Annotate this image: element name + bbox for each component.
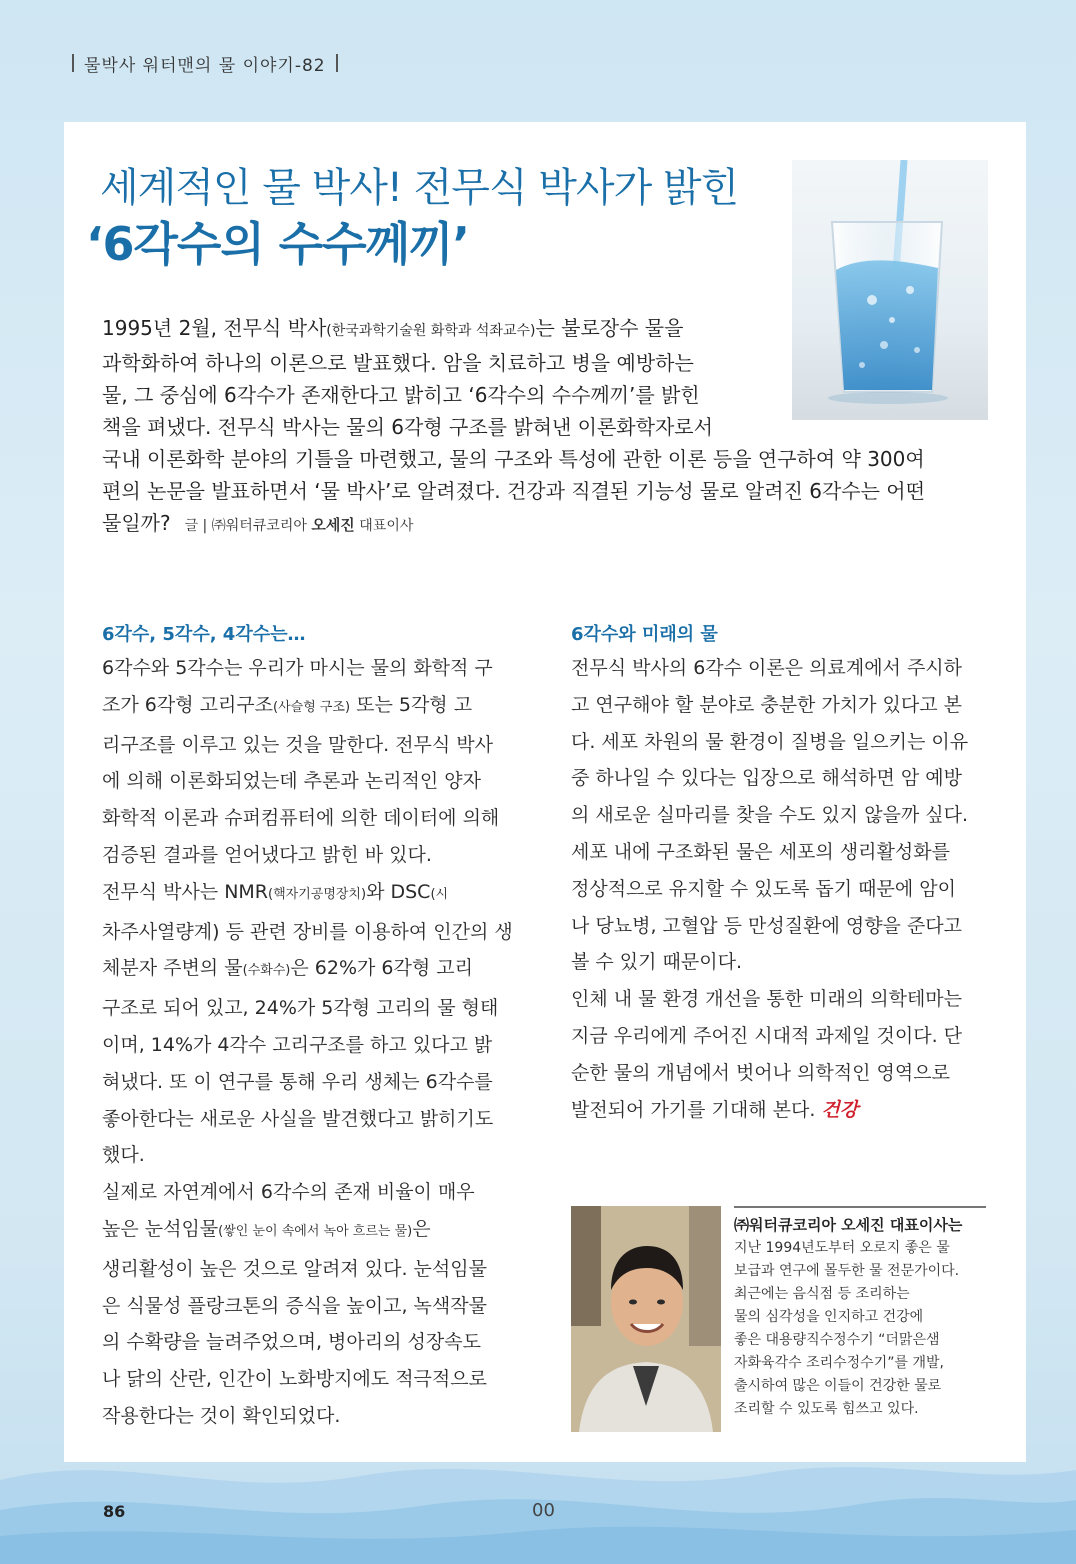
body-line: 작용한다는 것이 확인되었다. xyxy=(102,1404,341,1427)
body-line: 에 의해 이론화되었는데 추론과 논리적인 양자 xyxy=(102,770,481,793)
body-line: 전무식 박사의 6각수 이론은 의료계에서 주시하 xyxy=(571,657,963,679)
body-line: 나 당뇨병, 고혈압 등 만성질환에 영향을 준다고 xyxy=(571,914,963,937)
bio-line: 물의 심각성을 인지하고 건강에 xyxy=(734,1309,924,1325)
body-line: 좋아한다는 새로운 사실을 발견했다고 밝히기도 xyxy=(102,1107,494,1130)
intro-text: 물일까? xyxy=(102,511,171,535)
series-header xyxy=(62,50,348,76)
bio-line: 자화육각수 조리수정수기”를 개발, xyxy=(734,1355,944,1371)
credit-prefix: 글 | ㈜워터큐코리아 xyxy=(184,518,307,534)
body-line xyxy=(571,1092,991,1129)
body-text: 은 xyxy=(412,1217,431,1240)
body-line: 검증된 결과를 얻어냈다고 밝힌 바 있다. xyxy=(102,843,432,866)
body-line: 이며, 14%가 4각수 고리구조를 하고 있다고 밝 xyxy=(102,1033,493,1056)
magazine-end-mark: 건강 xyxy=(821,1098,859,1121)
intro-affiliation: (한국과학기술원 화학과 석좌교수) xyxy=(326,323,536,339)
bio-line: 지난 1994년도부터 오로지 좋은 물 xyxy=(734,1240,950,1256)
body-text: 전무식 박사는 NMR xyxy=(102,880,269,903)
credit-suffix: 대표이사 xyxy=(359,518,414,534)
intro-line xyxy=(102,507,972,542)
bio-line: 출시하여 많은 이들이 건강한 물로 xyxy=(734,1378,942,1394)
body-note: (핵자기공명장치) xyxy=(268,886,367,902)
body-text: 체분자 주변의 물 xyxy=(102,957,243,980)
body-line: 6각수와 5각수는 우리가 마시는 물의 화학적 구 xyxy=(102,657,493,679)
body-text: 또는 5각형 고 xyxy=(350,693,473,716)
right-column xyxy=(571,620,991,1128)
header-divider-right xyxy=(336,54,338,72)
body-text: 조가 6각형 고리구조 xyxy=(102,693,273,716)
title-line-2: ‘6각수의 수수께끼’ xyxy=(86,217,470,271)
center-mark: 00 xyxy=(532,1500,555,1521)
body-line: 나 닭의 산란, 인간이 노화방지에도 적극적으로 xyxy=(102,1368,487,1391)
intro-line: 책을 펴냈다. 전무식 박사는 물의 6각형 구조를 밝혀낸 이론화학자로서 xyxy=(102,415,713,439)
body-line: 순한 물의 개념에서 벗어나 의학적인 영역으로 xyxy=(571,1061,950,1084)
intro-text: 는 불로장수 물을 xyxy=(535,316,684,340)
body-line: 리구조를 이루고 있는 것을 말한다. 전무식 박사 xyxy=(102,733,494,756)
body-note: (시 xyxy=(430,886,449,902)
body-text: 높은 눈석임물 xyxy=(102,1217,219,1240)
intro-text: 1995년 2월, 전무식 박사 xyxy=(102,316,327,340)
body-line: 차주사열량계) 등 관련 장비를 이용하여 인간의 생 xyxy=(102,920,513,943)
body-line: 실제로 자연계에서 6각수의 존재 비율이 매우 xyxy=(102,1181,475,1204)
intro-line: 국내 이론화학 분야의 기틀을 마련했고, 물의 구조와 특성에 관한 이론 등을 연구하여 약 300여 xyxy=(102,447,925,471)
body-line: 세포 내에 구조화된 물은 세포의 생리활성화를 xyxy=(571,840,950,863)
body-line xyxy=(102,687,522,727)
body-line xyxy=(102,1211,522,1251)
body-line: 인체 내 물 환경 개선을 통한 미래의 의학테마는 xyxy=(571,988,963,1011)
title-line-1: 세계적인 물 박사! 전무식 박사가 밝힌 xyxy=(100,165,739,211)
bio-line: 조리할 수 있도록 힘쓰고 있다. xyxy=(734,1401,919,1417)
body-line: 볼 수 있기 때문이다. xyxy=(571,951,742,974)
bio-line: 좋은 대용량직수정수기 “더맑은샘 xyxy=(734,1332,940,1348)
body-line: 고 연구해야 할 분야로 충분한 가치가 있다고 본 xyxy=(571,693,963,716)
body-line: 지금 우리에게 주어진 시대적 과제일 것이다. 단 xyxy=(571,1024,963,1047)
body-line: 의 새로운 실마리를 찾을 수도 있지 않을까 싶다. xyxy=(571,804,969,827)
ceo-portrait xyxy=(571,1206,721,1432)
ceo-bio xyxy=(734,1206,986,1421)
body-text: 은 62%가 6각형 고리 xyxy=(290,957,473,980)
intro-line xyxy=(102,312,972,347)
body-line: 했다. xyxy=(102,1144,145,1167)
body-note: (수화수) xyxy=(242,963,291,979)
intro-paragraph xyxy=(102,312,972,542)
bio-line: 최근에는 음식점 등 조리하는 xyxy=(734,1286,910,1302)
intro-line: 과학화하여 하나의 이론으로 발표했다. 암을 치료하고 병을 예방하는 xyxy=(102,351,694,375)
body-line: 정상적으로 유지할 수 있도록 돕기 때문에 암이 xyxy=(571,877,956,900)
body-line: 은 식물성 플랑크톤의 증식을 높이고, 녹색작물 xyxy=(102,1294,487,1317)
intro-line: 편의 논문을 발표하면서 ‘물 박사’로 알려졌다. 건강과 직결된 기능성 물로 알려진 6각수는 어떤 xyxy=(102,479,925,503)
body-text: 발전되어 가기를 기대해 본다. xyxy=(571,1098,816,1121)
body-line xyxy=(102,874,522,914)
credit-name: 오세진 xyxy=(311,516,355,534)
series-header-text: 물박사 워터맨의 물 이야기-82 xyxy=(84,55,326,76)
page-number: 86 xyxy=(103,1502,126,1521)
body-line: 생리활성이 높은 것으로 알려져 있다. 눈석임물 xyxy=(102,1257,487,1280)
author-credit xyxy=(185,518,414,534)
body-line xyxy=(102,950,522,990)
body-line: 화학적 이론과 슈퍼컴퓨터에 의한 데이터에 의해 xyxy=(102,807,500,830)
section-heading: 6각수와 미래의 물 xyxy=(571,624,718,645)
body-line: 의 수확량을 늘려주었으며, 병아리의 성장속도 xyxy=(102,1331,481,1354)
body-line: 중 하나일 수 있다는 입장으로 해석하면 암 예방 xyxy=(571,767,963,790)
intro-line: 물, 그 중심에 6각수가 존재한다고 밝히고 ‘6각수의 수수께끼’를 밝힌 xyxy=(102,383,700,407)
header-divider-left xyxy=(72,54,74,72)
body-line: 혀냈다. 또 이 연구를 통해 우리 생체는 6각수를 xyxy=(102,1070,493,1093)
left-column xyxy=(102,620,522,1435)
body-note: (쌓인 눈이 속에서 녹아 흐르는 물) xyxy=(218,1223,413,1239)
body-line: 다. 세포 차원의 물 환경이 질병을 일으키는 이유 xyxy=(571,730,969,753)
section-heading: 6각수, 5각수, 4각수는… xyxy=(102,624,306,645)
body-note: (사슬형 구조) xyxy=(273,699,351,715)
body-text: 와 DSC xyxy=(366,880,431,903)
bio-heading: ㈜워터큐코리아 오세진 대표이사는 xyxy=(734,1216,963,1234)
bio-line: 보급과 연구에 몰두한 물 전문가이다. xyxy=(734,1263,960,1279)
body-line: 구조로 되어 있고, 24%가 5각형 고리의 물 형태 xyxy=(102,997,499,1020)
